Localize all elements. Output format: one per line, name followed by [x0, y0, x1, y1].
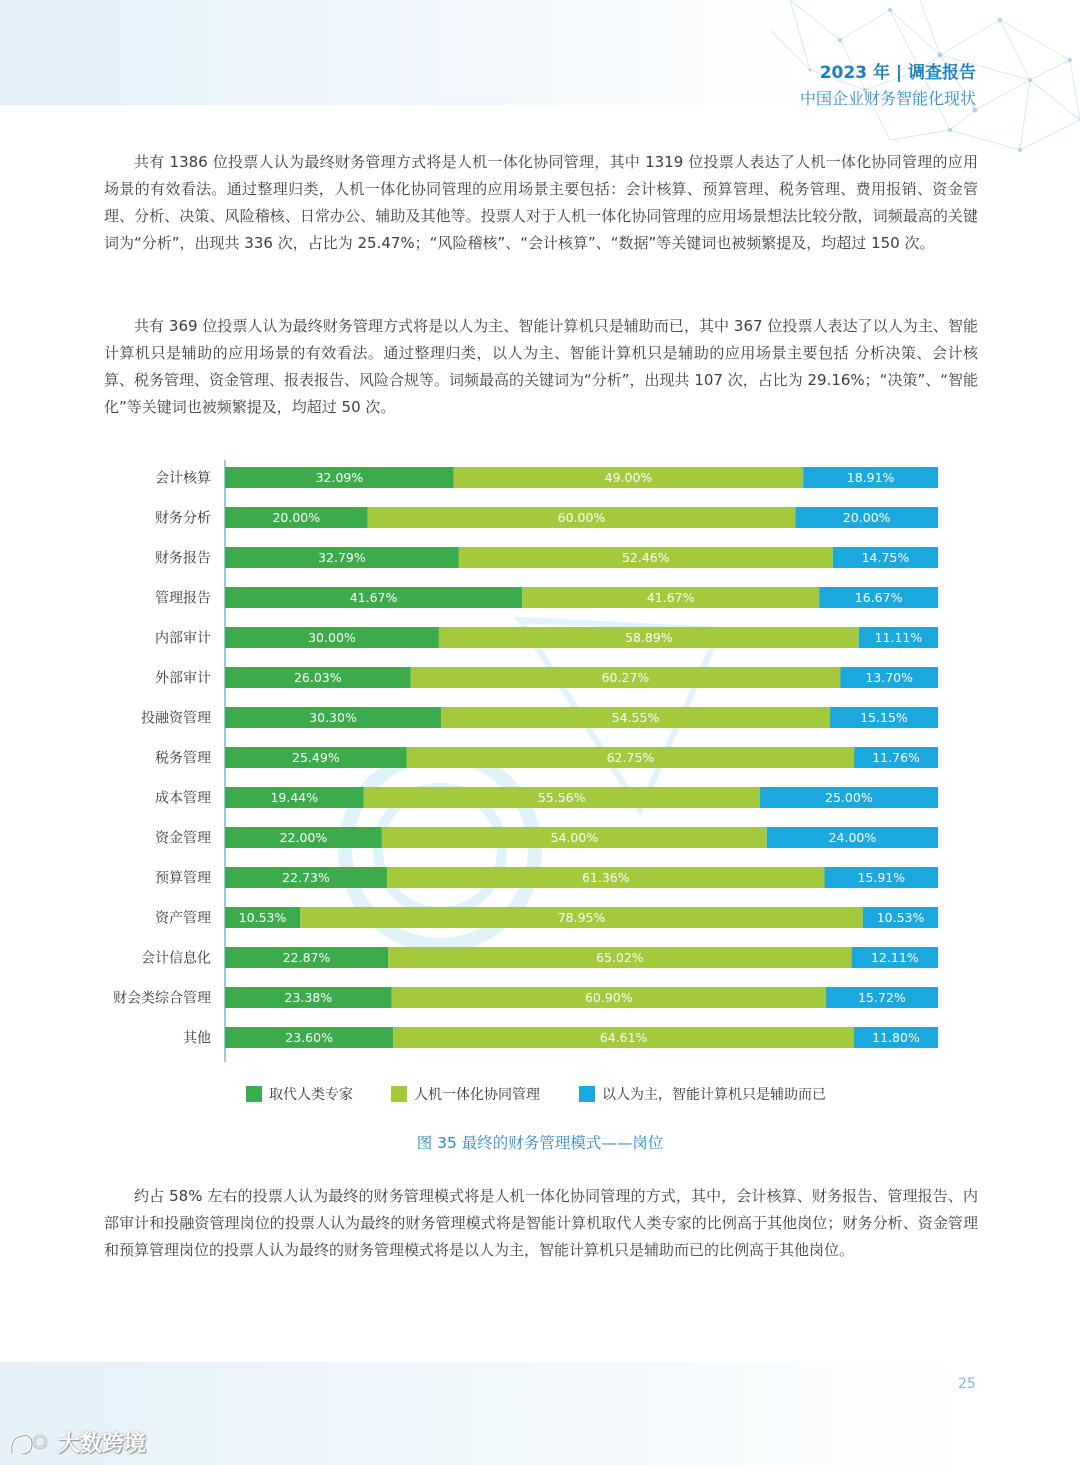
bar-value-label: 30.00%: [308, 630, 356, 645]
bar-value-label: 60.00%: [557, 510, 606, 525]
bar-value-label: 60.90%: [584, 990, 633, 1005]
category-label: 会计信息化: [141, 950, 211, 967]
category-label: 资金管理: [155, 830, 211, 847]
bar-value-label: 13.70%: [865, 670, 913, 685]
bar-value-label: 24.00%: [828, 830, 877, 845]
legend-item-human: [579, 1084, 826, 1104]
bar-value-label: 22.87%: [282, 950, 331, 965]
bar-value-label: 26.03%: [293, 670, 342, 685]
legend-swatch-human: [579, 1086, 595, 1102]
legend-label-human: 以人为主，智能计算机只是辅助而已: [602, 1087, 826, 1103]
bar-value-label: 61.36%: [581, 870, 630, 885]
legend-item-collab: [391, 1084, 540, 1104]
bar-value-label: 10.53%: [238, 910, 287, 925]
bar-value-label: 22.73%: [282, 870, 330, 885]
legend-item-replace: [246, 1084, 353, 1104]
bar-value-label: 30.30%: [309, 710, 357, 725]
figure-caption: 图 35 最终的财务管理模式——岗位: [416, 1134, 664, 1152]
category-label: 其他: [183, 1030, 211, 1047]
bar-value-label: 25.49%: [292, 750, 340, 765]
logo-icon: [8, 1432, 52, 1458]
category-label: 成本管理: [155, 790, 211, 807]
bar-value-label: 58.89%: [625, 630, 673, 645]
bar-value-label: 25.00%: [825, 790, 873, 805]
report-title: 2023 年 | 调查报告: [819, 63, 976, 83]
stacked-bar-chart: [0, 450, 1080, 1070]
page-number: 25: [958, 1376, 976, 1392]
watermark-text: 大数跨境: [58, 1432, 147, 1457]
bar-value-label: 49.00%: [604, 470, 653, 485]
category-label: 会计核算: [155, 470, 211, 487]
bar-value-label: 20.00%: [842, 510, 891, 525]
bar-value-label: 41.67%: [646, 590, 695, 605]
category-label: 内部审计: [155, 630, 211, 647]
legend-label-collab: 人机一体化协同管理: [414, 1087, 540, 1103]
bar-value-label: 15.91%: [857, 870, 906, 885]
bar-value-label: 11.11%: [874, 630, 923, 645]
legend-label-replace: 取代人类专家: [269, 1087, 353, 1103]
bar-value-label: 12.11%: [870, 950, 919, 965]
bar-value-label: 11.80%: [872, 1030, 920, 1045]
legend-swatch-collab: [391, 1086, 407, 1102]
bar-value-label: 19.44%: [270, 790, 319, 805]
bar-value-label: 22.00%: [279, 830, 328, 845]
category-label: 投融资管理: [141, 710, 211, 727]
bar-value-label: 11.76%: [872, 750, 920, 765]
bar-value-label: 60.27%: [601, 670, 650, 685]
bar-value-label: 78.95%: [557, 910, 606, 925]
bar-value-label: 14.75%: [861, 550, 910, 565]
bar-value-label: 52.46%: [621, 550, 670, 565]
bar-value-label: 55.56%: [537, 790, 586, 805]
paragraph-3: 约占 58% 左右的投票人认为最终的财务管理模式将是人机一体化协同管理的方式，其中，会计核算、财务报告、管理报告、内部审计和投融资管理岗位的投票人认为最终的财务管理模式将是智能计算机取代人类专家的比例高于其他岗位；财务分析、资金管理和预算管理岗位的投票人认为最终的财务管理模式将是以人为主，智能计算机只是辅助而已的比例高于其他岗位。: [104, 1187, 978, 1259]
bar-value-label: 54.55%: [611, 710, 660, 725]
bar-value-label: 18.91%: [846, 470, 895, 485]
bar-value-label: 23.38%: [284, 990, 333, 1005]
bar-value-label: 65.02%: [596, 950, 644, 965]
bar-value-label: 10.53%: [876, 910, 925, 925]
category-label: 资产管理: [155, 910, 211, 927]
category-label: 管理报告: [155, 590, 211, 607]
bar-value-label: 16.67%: [854, 590, 903, 605]
category-label: 财务分析: [155, 510, 211, 527]
bar-value-label: 32.79%: [318, 550, 366, 565]
category-label: 税务管理: [155, 750, 211, 767]
footer-band: [0, 1362, 1080, 1465]
report-subtitle: 中国企业财务智能化现状: [799, 89, 976, 108]
bar-value-label: 54.00%: [550, 830, 599, 845]
bar-value-label: 64.61%: [599, 1030, 648, 1045]
category-label: 外部审计: [155, 670, 211, 687]
bar-value-label: 15.72%: [858, 990, 906, 1005]
bar-value-label: 15.15%: [860, 710, 908, 725]
bar-value-label: 32.09%: [315, 470, 364, 485]
report-header: [800, 62, 976, 110]
category-label: 财会类综合管理: [113, 990, 211, 1007]
paragraph-2: 共有 369 位投票人认为最终财务管理方式将是以人为主、智能计算机只是辅助而已，其中 367 位投票人表达了以人为主、智能计算机只是辅助的应用场景的有效看法。通过整理归类，以人为主、智能计算机只是辅助的应用场景主要包括 分析决策、会计核算、税务管理、资金管理、报表报告、风险合规等。词频最高的关键词为“分析”，出现共 107 次，占比为 29.16%；“决策”、“智能化”等关键词也被频繁提及，均超过 50 次。: [104, 317, 978, 416]
bar-value-label: 23.60%: [285, 1030, 333, 1045]
bar-value-label: 41.67%: [349, 590, 398, 605]
category-label: 预算管理: [155, 870, 211, 887]
bar-value-label: 20.00%: [272, 510, 321, 525]
legend-swatch-replace: [246, 1086, 262, 1102]
category-label: 财务报告: [155, 550, 211, 567]
paragraph-1: 共有 1386 位投票人认为最终财务管理方式将是人机一体化协同管理，其中 1319 位投票人表达了人机一体化协同管理的应用场景的有效看法。通过整理归类，人机一体化协同管理的应用场景主要包括：会计核算、预算管理、税务管理、费用报销、资金管理、分析、决策、风险稽核、日常办公、辅助及其他等。投票人对于人机一体化协同管理的应用场景想法比较分散，词频最高的关键词为“分析”，出现共 336 次，占比为 25.47%；“风险稽核”、“会计核算”、“数据”等关键词也被频繁提及，均超过 150 次。: [104, 153, 978, 252]
bar-value-label: 62.75%: [606, 750, 655, 765]
